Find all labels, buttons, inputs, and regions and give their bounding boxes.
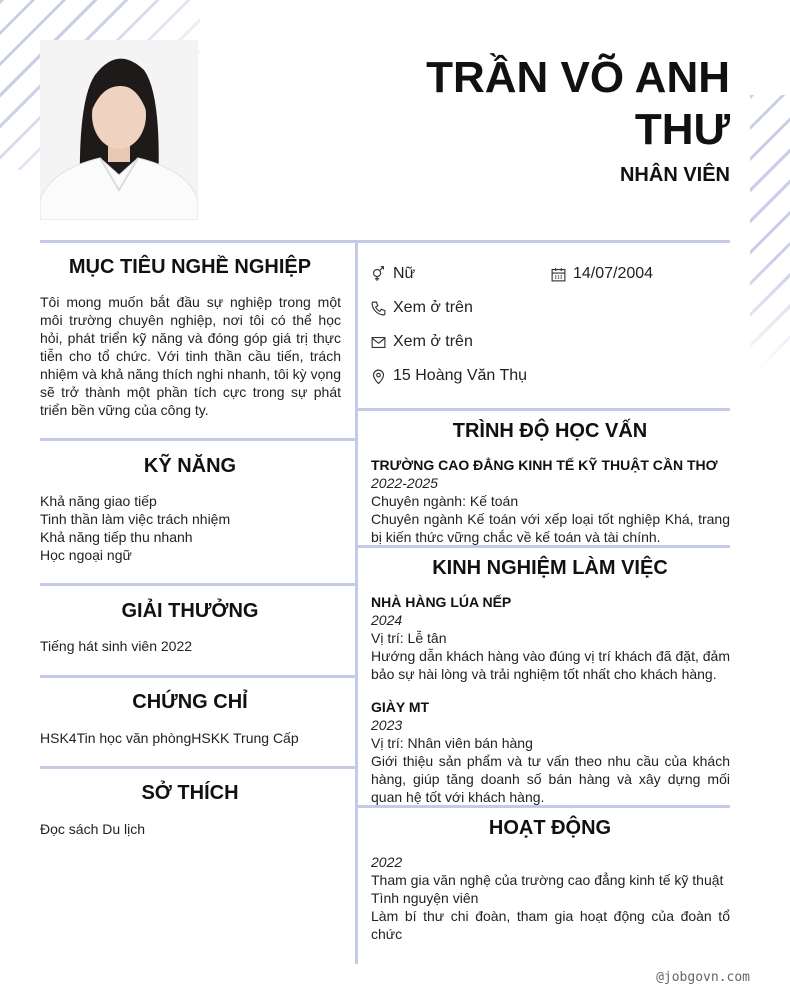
phone-value: Xem ở trên [393,299,473,316]
hobbies-title: SỞ THÍCH [141,782,239,804]
certificates-text: HSK4Tin học văn phòngHSKK Trung Cấp [40,730,299,746]
job-position: NHÂN VIÊN [619,164,730,186]
activity-line: Tình nguyện viên [371,890,479,906]
address-value: 15 Hoàng Văn Thụ [393,367,528,384]
profile-photo [40,40,198,220]
certificates-title: CHỨNG CHỈ [132,691,248,713]
divider-left-4 [40,766,355,769]
divider-left-2 [40,583,355,586]
skills-list [40,492,340,564]
name-line-2: THƯ [634,105,730,154]
job-year: 2024 [371,612,403,628]
divider-vertical [355,240,358,964]
info-email [370,333,473,351]
calendar-icon [550,266,567,283]
experience-job [371,698,730,806]
email-icon [370,334,387,351]
gender-icon [370,266,387,283]
job-position: Vị trí: Lễ tân [371,630,447,646]
gender-value: Nữ [393,265,416,282]
job-description: Hướng dẫn khách hàng vào đúng vị trí khách đã đặt, đảm bảo sự hài lòng và trải nghiệm tốt nhất cho khách hàng. [371,648,730,682]
location-pin-icon [370,368,387,385]
skill-item: Tinh thần làm việc trách nhiệm [40,511,231,527]
job-position: Vị trí: Nhân viên bán hàng [371,735,533,751]
company-name: GIÀY MT [371,699,430,715]
objective-title: MỤC TIÊU NGHỀ NGHIỆP [68,256,312,278]
activity-year: 2022 [371,854,403,870]
birthday-value: 14/07/2004 [573,265,654,282]
skills-title: KỸ NĂNG [143,455,237,477]
hobbies-text: Đọc sách Du lịch [40,821,146,837]
divider-right-1 [358,408,730,411]
info-phone [370,299,473,317]
education-major: Chuyên ngành: Kế toán [371,493,519,509]
info-birthday [550,265,653,283]
name-line-1: TRẦN VÕ ANH [426,53,730,102]
divider-top [40,240,730,243]
objective-text: Tôi mong muốn bắt đầu sự nghiệp trong một môi trường chuyên nghiệp, nơi tôi có thể học hỏi, phát triển kỹ năng và đóng góp giá trị thực tiễn cho tổ chức. Với tinh thần cầu tiến, trách nhiệm và khả năng thích nghi nhanh, tôi kỳ vọng sẽ trở thành một phần tích cực trong sự phát triển bền vững của công ty. [40,294,341,418]
education-entry [371,456,730,546]
info-address [370,367,527,385]
activity-line: Tham gia văn nghệ của trường cao đẳng kinh tế kỹ thuật [371,872,724,888]
candidate-name [310,52,730,156]
decor-stripes-right [750,95,790,370]
skill-item: Học ngoại ngữ [40,547,132,563]
experience-job [371,593,730,683]
skill-item: Khả năng giao tiếp [40,493,157,509]
job-description: Giới thiệu sản phẩm và tư vấn theo nhu cầu của khách hàng, giúp tăng doanh số bán hàng và xây dựng mối quan hệ tốt với khách hàng. [371,753,730,805]
phone-icon [370,300,387,317]
email-value: Xem ở trên [393,333,473,350]
divider-left-3 [40,675,355,678]
education-years: 2022-2025 [371,475,438,491]
info-gender [370,265,415,283]
awards-text: Tiếng hát sinh viên 2022 [40,638,193,654]
job-year: 2023 [371,717,403,733]
awards-title: GIẢI THƯỞNG [121,600,259,622]
skill-item: Khả năng tiếp thu nhanh [40,529,193,545]
portrait-illustration [40,40,198,220]
experience-title: KINH NGHIỆM LÀM VIỆC [432,557,668,579]
watermark: @jobgovn.com [656,970,750,985]
education-description: Chuyên ngành Kế toán với xếp loại tốt nghiệp Khá, trang bị kiến thức vững chắc về kế toán và tài chính. [371,511,730,545]
school-name: TRƯỜNG CAO ĐẲNG KINH TẾ KỸ THUẬT CẦN THƠ [371,457,718,473]
activity-line: Làm bí thư chi đoàn, tham gia hoạt động của đoàn tổ chức [371,908,730,942]
education-title: TRÌNH ĐỘ HỌC VẤN [452,420,648,442]
divider-left-1 [40,438,355,441]
activities-title: HOẠT ĐỘNG [488,817,612,839]
activities-entry [371,853,730,943]
company-name: NHÀ HÀNG LÚA NẾP [371,594,512,610]
